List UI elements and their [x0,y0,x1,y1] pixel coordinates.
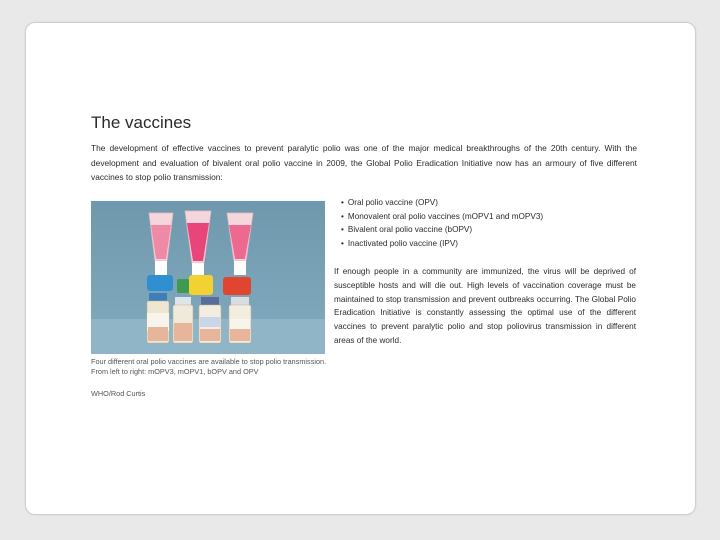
vial-1 [147,293,169,343]
cap-green [177,279,189,293]
image-credit: WHO/Rod Curtis [91,389,146,398]
cap-blue [147,275,173,291]
cap-yellow [189,275,213,295]
vial-2 [173,297,193,343]
vaccine-bottles-illustration [91,201,325,354]
vial-3 [199,297,221,343]
dropper-middle [185,211,211,277]
intro-paragraph: The development of effective vaccines to prevent paralytic polio was one of the major medical breakthroughs of the 20th century. With the development and evaluation of bivalent oral polio vaccine in 2009, the Global Polio Eradication Initiative now has an armoury of five different vaccines to stop polio transmission: [91,143,637,182]
list-item: • Inactivated polio vaccine (IPV) [341,237,543,251]
vial-4 [229,297,251,343]
dropper-right [227,213,253,275]
image-caption: Four different oral polio vaccines are available to stop polio transmission. From left to right: mOPV3, mOPV1, bOPV and OPV [91,357,327,376]
dropper-left [149,213,173,275]
list-item: • Monovalent oral polio vaccines (mOPV1 and mOPV3) [341,210,543,224]
list-item: • Oral polio vaccine (OPV) [341,196,543,210]
vaccine-photo [91,201,325,354]
body-paragraph: If enough people in a community are immunized, the virus will be deprived of susceptible hosts and will die out. High levels of vaccination coverage must be maintained to stop transmission and prevent outbreaks occurring. The Global Polio Eradication Initiative is constantly assessing the optimal use of the different vaccines to prevent paralytic polio and stop poliovirus transmission in different areas of the world. [334,267,636,345]
cap-red [223,277,251,295]
document-title: The vaccines [91,113,192,132]
vaccine-list [341,196,543,250]
list-item: • Bivalent oral polio vaccine (bOPV) [341,223,543,237]
